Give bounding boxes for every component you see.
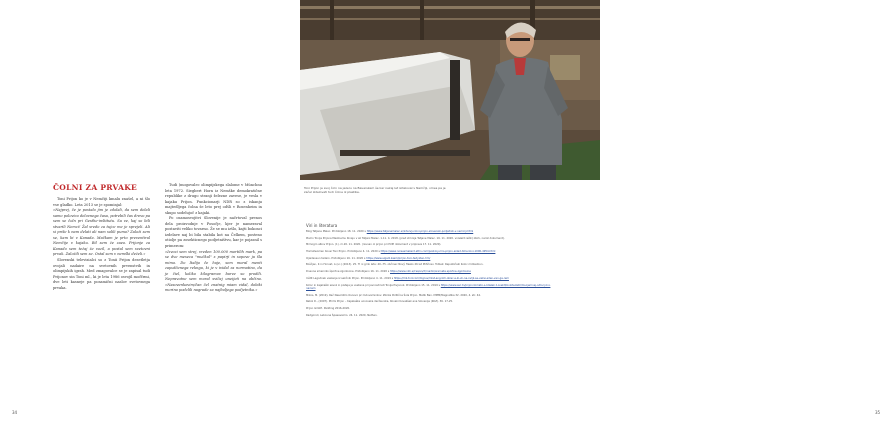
source-text: Hometwomen Kousi Toni Prijon. Pridobljeno 4. 11. 2020 s xyxy=(306,250,381,254)
chapter-heading: ČOLNI ZA PRVAKE xyxy=(53,183,138,192)
source-link[interactable]: https://www.nkk.si/rss/en/d/rnadin/srernete.sportne-zgodovine xyxy=(390,270,471,274)
source-link[interactable]: https://www.sqjadi.kasm/prijon-toni-tedyiden-hm/ xyxy=(366,256,431,260)
source-link[interactable]: https://www.noisesmakerd.ethn.com/post-by-mrs-prijon-aided-time-toni-1000-4954.html xyxy=(380,250,496,254)
quote-paragraph: »Izvozi sem strej, vreden 100.000 mortilih mark, pa se dve meseca "mučkal" s papirji in sopove ja šla mimo. Do Italijo če haje, sem moral menti zapuščenega reknga, ki je v ividal za normatino, da je čiel, koliko kilogramov barve so prodili. Nepravotne sem moral svičaj uneijeti na občino. »Nasovenkovim/čan čel znatnig miam vidal, dobiki morino podzlili nagrade za najboljega podjetnika.« xyxy=(165,249,262,293)
photo-caption: Toni Prijon je svoj čoln na jezeru na Bavarskem še kar nekaj let izdeloval v Nemčiji, vmes pa je začel izdelovati tudi čolne iz plastike. xyxy=(304,186,446,195)
source-entry xyxy=(306,257,556,261)
workshop-photo xyxy=(300,0,600,180)
source-text: Radgorod, Lebovna Špasavsimo. 24. 11. 2020, Nethan. xyxy=(306,313,378,317)
source-text: Prijon GmbH. Padding 2016-2020. xyxy=(306,307,350,311)
paragraph: Po osamosvojitvi Slovenije je načrtoval prenos dela proizvodnje v Posočje, kjer je nameraval postaviti veliko tovarno. Že se mu izšlo, kajti bokonci izdelave naj bi bila stabila kot na Čelkem, posteno otiolje pa zosekticnego podjetništvu, kar je pojasnil s primerom: xyxy=(165,216,262,249)
right-page xyxy=(300,0,880,424)
quote-paragraph: »Najprej, če je postalo jim je zdolali, da sem delali samo polovico delovnega časa, potrebili čas drevo pa sem se čoln pri Gesthe-inštitutu. Sa ve, kaj so bili stvarili Nemci! Žal sredo za tujce me je sprejeli. Ali si priše k nam delati ali nam solili pumo? Založi sem se, kam bi v Kanada. Mačkam je prto preventiral Nemčije v kajaku. Bil sem že zaeo. Prijonje za Kanado sem težaj že vozil, a postal sem svetovni prvak. Založili sem se. Ostal sem v nemški deželi.« xyxy=(53,208,150,257)
left-page xyxy=(0,0,300,424)
text-column-left xyxy=(53,197,150,291)
source-entry xyxy=(306,277,556,281)
source-entry xyxy=(306,314,556,318)
source-entry xyxy=(306,300,556,304)
source-text: Mimogrn albov Prijon. (1). m.20. 11. 2020. (ravnan ol prijon pri PUPI dokument v priprave 17. 11. 2020). xyxy=(306,243,442,247)
source-link[interactable]: https://mk-tnd.com/mgl.sv/irkst-ang-toh-obisc.e-ki-vii-na-ovljk-se-vaksi-eden-ven-ga-rem xyxy=(393,276,509,280)
photo-illustration xyxy=(300,0,600,180)
source-entry xyxy=(306,230,556,234)
source-link[interactable]: https://www.aul.tn/prijon-tomato-s-lidelek-t-oveldt/ovloteolstil/ms-ljemnej-odlocj-lini-naciem xyxy=(306,283,551,291)
source-text: Ojiadevsun tadero. Pridobljeno 16. 11. 2020 s xyxy=(306,256,367,260)
source-text: Koloc in kajakaški savoz in pisteja je uvetena pri javnosti leti Tonija Pivjonok. Pridobljeno 15. 11. 2019 s xyxy=(306,283,441,287)
source-entry xyxy=(306,250,556,254)
source-text: Dnevna smerniko športne zgodovine. Pridobljeno 16. 11. 2020 s xyxy=(306,270,390,274)
source-entry xyxy=(306,284,556,291)
source-text: Inštit Lagodnek veslanje iz sekčnik Prijon. Pridobljeno 4. 11. 2019 s xyxy=(306,276,394,280)
source-text: Blog Tatjane Malec. Pridobljeno 18. 11. 2020 s xyxy=(306,230,367,233)
source-text: Pismo Tonija Prijona Mestnemu Kinaju v ali Tatjani Malec. 1.11. 4. 2018. (pred zimnija Tatjane Malec. 16. 11. 2020. vnislekt režik) zbirk, naroil dokument). xyxy=(306,236,505,240)
source-entry xyxy=(306,270,556,274)
paragraph: Toni Prijon ko je v Nemčiji kmalu znašel, a ni šlo vse gladko. Leta 2013 se je spominjal: xyxy=(53,197,150,207)
text-column-right xyxy=(165,183,262,294)
source-entry xyxy=(306,263,556,267)
source-entry xyxy=(306,243,556,247)
source-entry xyxy=(306,237,556,241)
source-text: Mikos, M. (2019). Reč Nesolotilo Osnovo pri Uvlovemnikov. Zbirka Politična Šola Prijon. Matik Ban. MMM/Magnatika 32. 2020, 4. str. 44. xyxy=(306,293,481,297)
paragraph: Slovenski televizialci so z Tonii Prijon desetletja ovojali nadaire na svetovnih prvenstvih in olimpijskih igrah. Med zmagovalce se je zapisal tudi Prijonov sin Toni ml., ki je leta 1986 osvojil močfrmi, dve leti kasneje pa posamični naslov svetovnega prvaka. xyxy=(53,258,150,290)
page-number-left: 34 xyxy=(12,410,18,415)
page-number-right: 35 xyxy=(875,410,880,415)
source-text: Boščjan, K in Horvat, A (ur.) (2013). 25. TI ni grnk leta: 40.-75. občinec Nový Hasko 26 let Mihřicev. Tolbek: Republičaki Koloc midisstovn. xyxy=(306,263,484,267)
source-entry xyxy=(306,294,556,298)
source-text: Rebol D., (2007). Mrimi Prijon – Kajakaška uonovska deržavnika, Rovaki Kuvakšek ana Slovenije (KKZ). 36. 17-25. xyxy=(306,300,453,304)
source-link[interactable]: https://www.tatjanamalec.si/intervju-toni-prijon-slovenski-podjetnik-v-nemciji.html xyxy=(366,230,474,233)
sources-title: Viri in literatura xyxy=(306,223,338,228)
paragraph: Tudi (mogovalec olimpijskega slalome v Münchnu leta 1972. Siegbert Horn iz Nemške demokratične republike z drugo stranji železne zavese, je vesla v kajaku Prijon. Funkcionarji NDR so z iskanju majtedljega čolna še leto prej odšli v Rosenheim in skupo sodelujoč z kajaki. xyxy=(165,183,262,215)
source-entry xyxy=(306,307,556,311)
sources-list xyxy=(306,230,556,321)
